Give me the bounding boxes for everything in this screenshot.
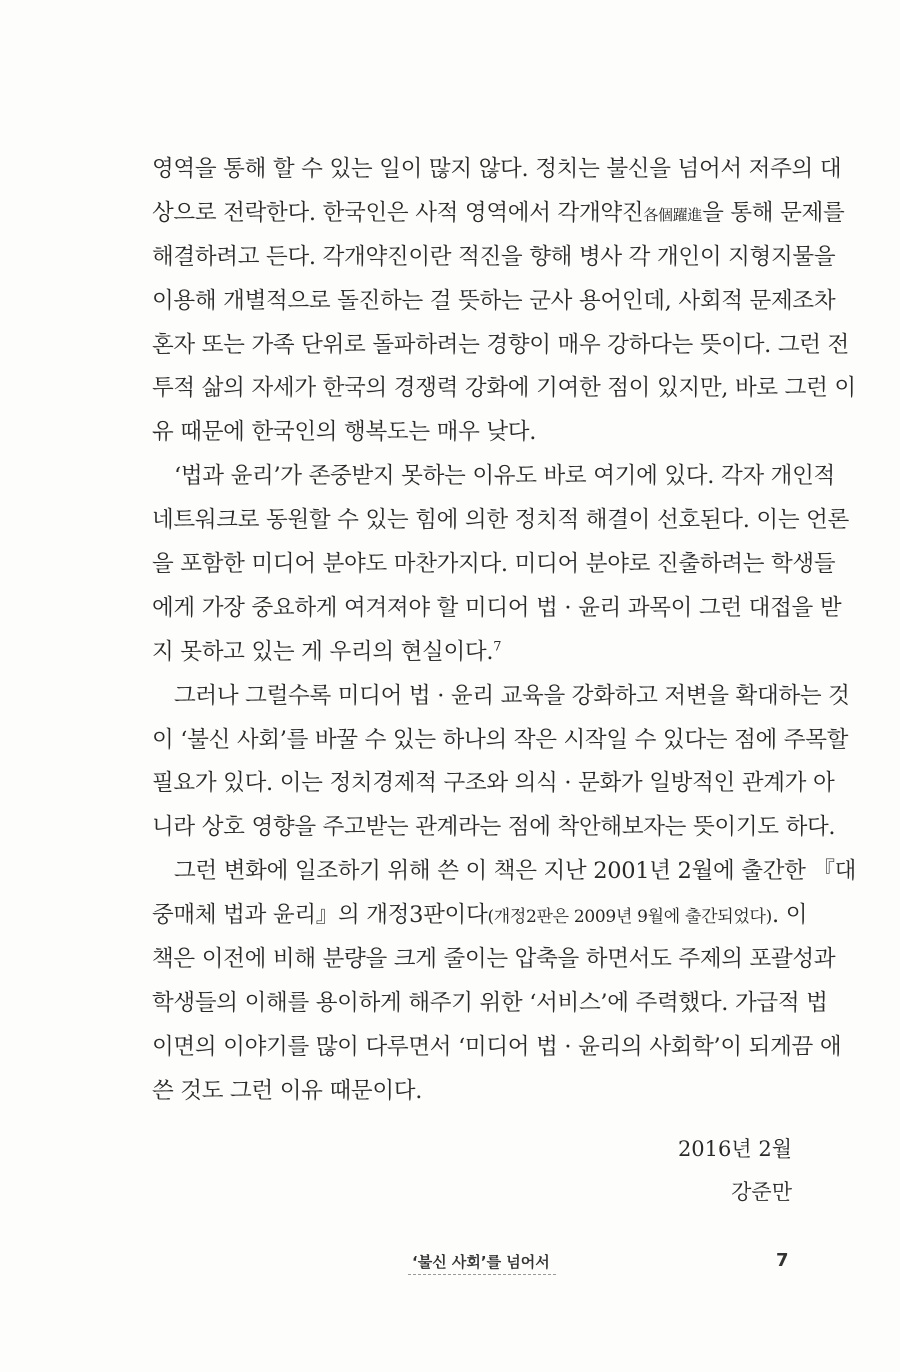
text-span: 중매체 법과 윤리』의 개정3판이다: [152, 902, 488, 929]
text-span: 상으로 전락한다. 한국인은 사적 영역에서 각개약진: [152, 199, 644, 226]
paragraph: [152, 675, 850, 851]
text-line: 니라 상호 영향을 주고받는 관계라는 점에 착안해보자는 뜻이기도 하다.: [152, 814, 836, 841]
text-line: 네트워크로 동원할 수 있는 힘에 의한 정치적 해결이 선호된다. 이는 언론: [152, 507, 849, 534]
text-span: . 이: [771, 902, 808, 929]
page-number: 7: [776, 1250, 789, 1271]
text-line: 필요가 있다. 이는 정치경제적 구조와 의식 · 문화가 일방적인 관계가 아: [152, 770, 835, 797]
parenthetical-note: (개정2판은 2009년 9월에 출간되었다): [487, 907, 772, 928]
text-line: [152, 894, 808, 938]
paragraph: [152, 148, 856, 455]
footnote-marker: 7: [493, 639, 502, 655]
paragraph: [152, 850, 857, 1113]
text-line: 그러나 그럴수록 미디어 법 · 윤리 교육을 강화하고 저변을 확대하는 것: [174, 682, 850, 709]
text-line: 유 때문에 한국인의 행복도는 매우 낮다.: [152, 419, 537, 446]
paragraph: [152, 455, 849, 674]
hanja-annotation: 各個躍進: [643, 205, 703, 224]
text-line: 이 ‘불신 사회’를 바꿀 수 있는 하나의 작은 시작일 수 있다는 점에 주목할: [152, 726, 849, 753]
text-line: 학생들의 이해를 용이하게 해주기 위한 ‘서비스’에 주력했다. 가급적 법: [152, 989, 828, 1016]
running-title: ‘불신 사회’를 넘어서: [412, 1253, 550, 1271]
text-line: 그런 변화에 일조하기 위해 쓴 이 책은 지난 2001년 2월에 출간한 『대: [174, 858, 857, 885]
body-text: [152, 148, 857, 1114]
text-line: 영역을 통해 할 수 있는 일이 많지 않다. 정치는 불신을 넘어서 저주의 대: [152, 156, 842, 182]
text-line: 투적 삶의 자세가 한국의 경쟁력 강화에 기여한 점이 있지만, 바로 그런 이: [152, 375, 856, 402]
text-line: 이용해 개별적으로 돌진하는 걸 뜻하는 군사 용어인데, 사회적 문제조차: [152, 287, 836, 314]
signature-author: 강준만: [731, 1180, 792, 1204]
text-line: ‘법과 윤리’가 존중받지 못하는 이유도 바로 여기에 있다. 각자 개인적: [174, 463, 835, 490]
text-line: 에게 가장 중요하게 여겨져야 할 미디어 법 · 윤리 과목이 그런 대접을 받: [152, 594, 842, 621]
text-span: 지 못하고 있는 게 우리의 현실이다.: [152, 638, 494, 665]
signature-date: 2016년 2월: [677, 1137, 792, 1161]
text-line: 해결하려고 든다. 각개약진이란 적진을 향해 병사 각 개인이 지형지물을: [152, 243, 836, 270]
text-line: [152, 631, 792, 675]
text-line: 이면의 이야기를 많이 다루면서 ‘미디어 법 · 윤리의 사회학’이 되게끔 애: [152, 1033, 842, 1060]
text-span: 을 통해 문제를: [702, 199, 845, 226]
text-line: [152, 192, 845, 236]
text-line: 쓴 것도 그런 이유 때문이다.: [152, 1077, 423, 1104]
text-line: 책은 이전에 비해 분량을 크게 줄이는 압축을 하면서도 주제의 포괄성과: [152, 946, 836, 973]
text-line: 혼자 또는 가족 단위로 돌파하려는 경향이 매우 강하다는 뜻이다. 그런 전: [152, 331, 849, 358]
footer-divider: [408, 1274, 556, 1275]
text-line: 을 포함한 미디어 분야도 마찬가지다. 미디어 분야로 진출하려는 학생들: [152, 551, 836, 578]
